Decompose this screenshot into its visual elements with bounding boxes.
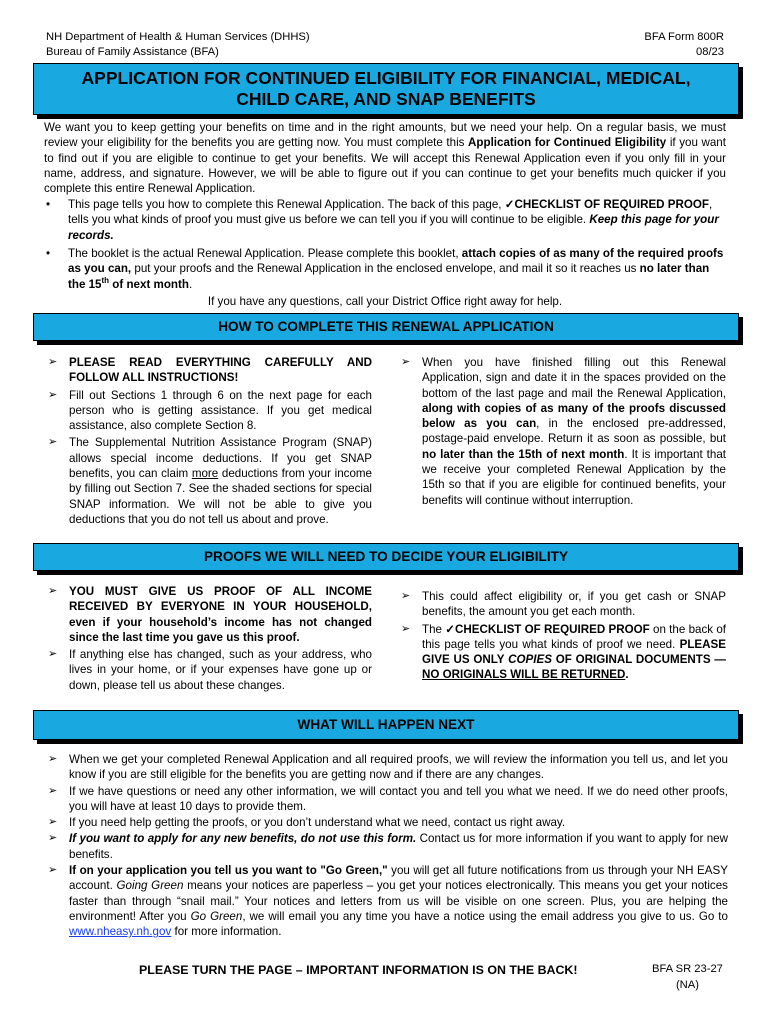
list-item	[46, 435, 372, 527]
income-proof-text: YOU MUST GIVE US PROOF OF ALL INCOME RECEIVED BY EVERYONE IN YOUR HOUSEHOLD, even if your household’s income has not changed since the last time you gave us this proof.	[69, 585, 372, 644]
arrow-bullet-icon: ➢	[48, 436, 58, 449]
form-number: BFA Form 800R	[644, 31, 724, 43]
form-code-block	[652, 962, 723, 993]
list-item	[46, 831, 728, 862]
bullet-text: put your proofs and the Renewal Application in the enclosed envelope, and mail it so it reaches us	[131, 262, 640, 276]
mail-text-2: , in the enclosed pre-addressed, postage-paid envelope. Return it as soon as possible, but	[422, 417, 726, 446]
intro-text-2: if you want to find out if you are eligible to continue to get your benefits. We will accept this Renewal Application even if you only fill in your name, address, and signature. However, we will be able to figure out if you can continue to get your benefits much quicker if you complete this entire Renewal Application.	[44, 136, 726, 196]
how-left-column	[46, 355, 372, 529]
deadline-text: no later than the 15	[68, 262, 710, 292]
go-green-heading: If on your application you tell us you want to "Go Green,"	[69, 864, 388, 878]
new-benefits-warning: If you want to apply for any new benefits, do not use this form.	[69, 832, 417, 846]
attach-proofs-text: attach copies of as many of the required proofs as you can,	[68, 246, 724, 276]
bullet-text: The booklet is the actual Renewal Application. Please complete this booklet,	[68, 246, 462, 260]
eligibility-text: This could affect eligibility or, if you get cash or SNAP benefits, the amount you get each month.	[422, 590, 726, 619]
snap-text-2: deductions from your income by filling out Section 7. See the shaded sections for special SNAP information. We will not be able to give you deductions that you do not tell us about and prove.	[69, 467, 372, 526]
form-id-block	[644, 30, 724, 60]
bullet-icon: •	[46, 198, 51, 211]
contact-line: If you have any questions, call your District Office right away for help.	[207, 295, 563, 308]
snap-more-text: more	[191, 467, 219, 481]
copies-instruction: PLEASE GIVE US ONLY	[422, 637, 726, 667]
arrow-bullet-icon: ➢	[48, 753, 58, 765]
list-item	[46, 647, 372, 693]
changes-text: If anything else has changed, such as your address, who lives in your home, or if your expenses have gone up or down, please tell us about these changes.	[69, 648, 372, 692]
list-item	[46, 355, 372, 386]
bullet-text: , tells you what kinds of proof you must give us before we can tell you if you will continue to be eligible.	[68, 198, 713, 227]
section-how-heading	[33, 313, 739, 341]
checklist-name: CHECKLIST OF REQUIRED PROOF	[455, 622, 650, 636]
section-proofs-heading	[33, 543, 739, 571]
list-item	[399, 589, 726, 620]
checkmark-icon: ✓	[504, 198, 515, 211]
list-item	[44, 246, 726, 293]
sections-text: Fill out Sections 1 through 6 on the next page for each person who is getting assistance. If you get medical assistance, also complete Section 8.	[69, 388, 372, 433]
review-text: When we get your completed Renewal Application and all required proofs, we will review the information you tell us, and let you know if you are still eligible for the benefits you are getting now and if there are any changes.	[69, 753, 728, 782]
go-green-text-3: , we will email you any time you have a notice using the email address you give to us. Go to	[242, 909, 728, 923]
deadline-text: no later than the 15th of next month	[422, 447, 625, 461]
mail-text: When you have finished filling out this Renewal Application, sign and date it in the spaces provided on the bottom of the last page and mail the Renewal Application,	[422, 356, 726, 400]
proofs-left-column	[46, 584, 372, 695]
proofs-right-column	[399, 589, 726, 685]
help-text: If you need help getting the proofs, or you don’t understand what we need, contact us right away.	[69, 816, 566, 830]
list-item	[46, 784, 728, 815]
list-item	[46, 752, 728, 783]
section-title: PROOFS WE WILL NEED TO DECIDE YOUR ELIGIBILITY	[203, 549, 569, 565]
read-carefully-text: PLEASE READ EVERYTHING CAREFULLY AND FOLLOW ALL INSTRUCTIONS!	[69, 356, 372, 385]
arrow-bullet-icon: ➢	[48, 388, 58, 401]
deadline-text-2: of next month	[109, 278, 189, 292]
intro-form-name: Application for Continued Eligibility	[468, 136, 667, 150]
next-steps-list	[46, 752, 728, 941]
arrow-bullet-icon: ➢	[401, 356, 411, 368]
bureau-name: Bureau of Family Assistance (BFA)	[46, 46, 219, 59]
bullet-text: .	[188, 278, 193, 292]
agency-name: NH Department of Health & Human Services (DHHS)	[46, 31, 310, 43]
arrow-bullet-icon: ➢	[48, 356, 58, 368]
form-code-suffix: (NA)	[675, 978, 699, 991]
go-green-term: Go Green	[190, 909, 243, 923]
going-green-term: Going Green	[116, 879, 184, 893]
list-item	[46, 815, 728, 830]
arrow-bullet-icon: ➢	[48, 585, 58, 597]
bullet-text: This page tells you how to complete this Renewal Application. The back of this page,	[68, 198, 505, 211]
arrow-bullet-icon: ➢	[48, 784, 58, 797]
bullet-icon: •	[46, 246, 51, 260]
section-next-heading	[33, 710, 739, 740]
new-benefits-text: Contact us for more information if you want to apply for new benefits.	[69, 832, 728, 861]
go-green-text: you will get all future notifications from us through your NH EASY account.	[69, 864, 728, 893]
keep-page-note: Keep this page for your records.	[68, 213, 719, 242]
checklist-name: CHECKLIST OF REQUIRED PROOF	[514, 198, 709, 211]
list-item	[399, 355, 726, 508]
page-title: APPLICATION FOR CONTINUED ELIGIBILITY FOR FINANCIAL, MEDICAL, CHILD CARE, AND SNAP BENEFITS	[81, 67, 691, 109]
copies-text: along with copies of as many of the proofs discussed below as you can	[422, 401, 726, 431]
intro-paragraph	[44, 120, 726, 196]
arrow-bullet-icon: ➢	[48, 816, 58, 829]
agency-block	[46, 30, 310, 60]
arrow-bullet-icon: ➢	[48, 864, 58, 877]
snap-text: The Supplemental Nutrition Assistance Program (SNAP) allows special income deductions. If you get SNAP benefits, you can claim	[69, 436, 372, 481]
checklist-text-2: on the back of this page tells you what kinds of proof we need.	[422, 622, 727, 651]
title-banner	[33, 63, 739, 115]
arrow-bullet-icon: ➢	[401, 622, 411, 635]
no-originals-text: NO ORIGINALS WILL BE RETURNED	[422, 668, 626, 682]
mail-text-3: . It is important that we receive your completed Renewal Application by the 15th so that if you are eligible for continued benefits, your benefits will continue without interruption.	[422, 447, 726, 507]
go-green-text-4: for more information.	[171, 925, 282, 939]
form-code: BFA SR 23-27	[652, 963, 723, 975]
turn-page-notice: PLEASE TURN THE PAGE – IMPORTANT INFORMATION IS ON THE BACK!	[139, 963, 578, 977]
nheasy-link[interactable]: www.nheasy.nh.gov	[69, 925, 172, 939]
questions-text: If we have questions or need any other information, we will contact you and tell you what we need. If we do need other proofs, you will have at least 10 days to provide them.	[69, 784, 728, 813]
period: .	[625, 668, 629, 682]
arrow-bullet-icon: ➢	[401, 590, 411, 602]
go-green-text-2: means your notices are paperless – you get your notices electronically. This means you get your notices faster than through “snail mail.” Your notices and letters from us will be visible on one screen. Plus, you are helping the environment! After you	[69, 879, 728, 923]
list-item	[46, 863, 728, 939]
list-item	[44, 197, 726, 243]
arrow-bullet-icon: ➢	[48, 832, 58, 845]
list-item	[46, 388, 372, 434]
deadline-sup: th	[101, 276, 110, 286]
arrow-bullet-icon: ➢	[48, 648, 58, 661]
list-item	[46, 584, 372, 645]
intro-text: We want you to keep getting your benefits on time and in the right amounts, but we need your help. On a regular basis, we must review your eligibility for the benefits you are getting now. You must complete this	[44, 121, 726, 150]
list-item	[399, 622, 726, 683]
section-title: WHAT WILL HAPPEN NEXT	[297, 717, 475, 733]
intro-bullets	[44, 197, 726, 296]
form-date: 08/23	[696, 46, 724, 59]
copies-instruction-2: OF ORIGINAL DOCUMENTS —	[551, 653, 727, 667]
checklist-text: The	[422, 622, 446, 636]
how-right-column	[399, 355, 726, 510]
section-title: HOW TO COMPLETE THIS RENEWAL APPLICATION	[218, 319, 554, 335]
checkmark-icon: ✓	[445, 622, 456, 636]
copies-word: COPIES	[508, 653, 552, 667]
